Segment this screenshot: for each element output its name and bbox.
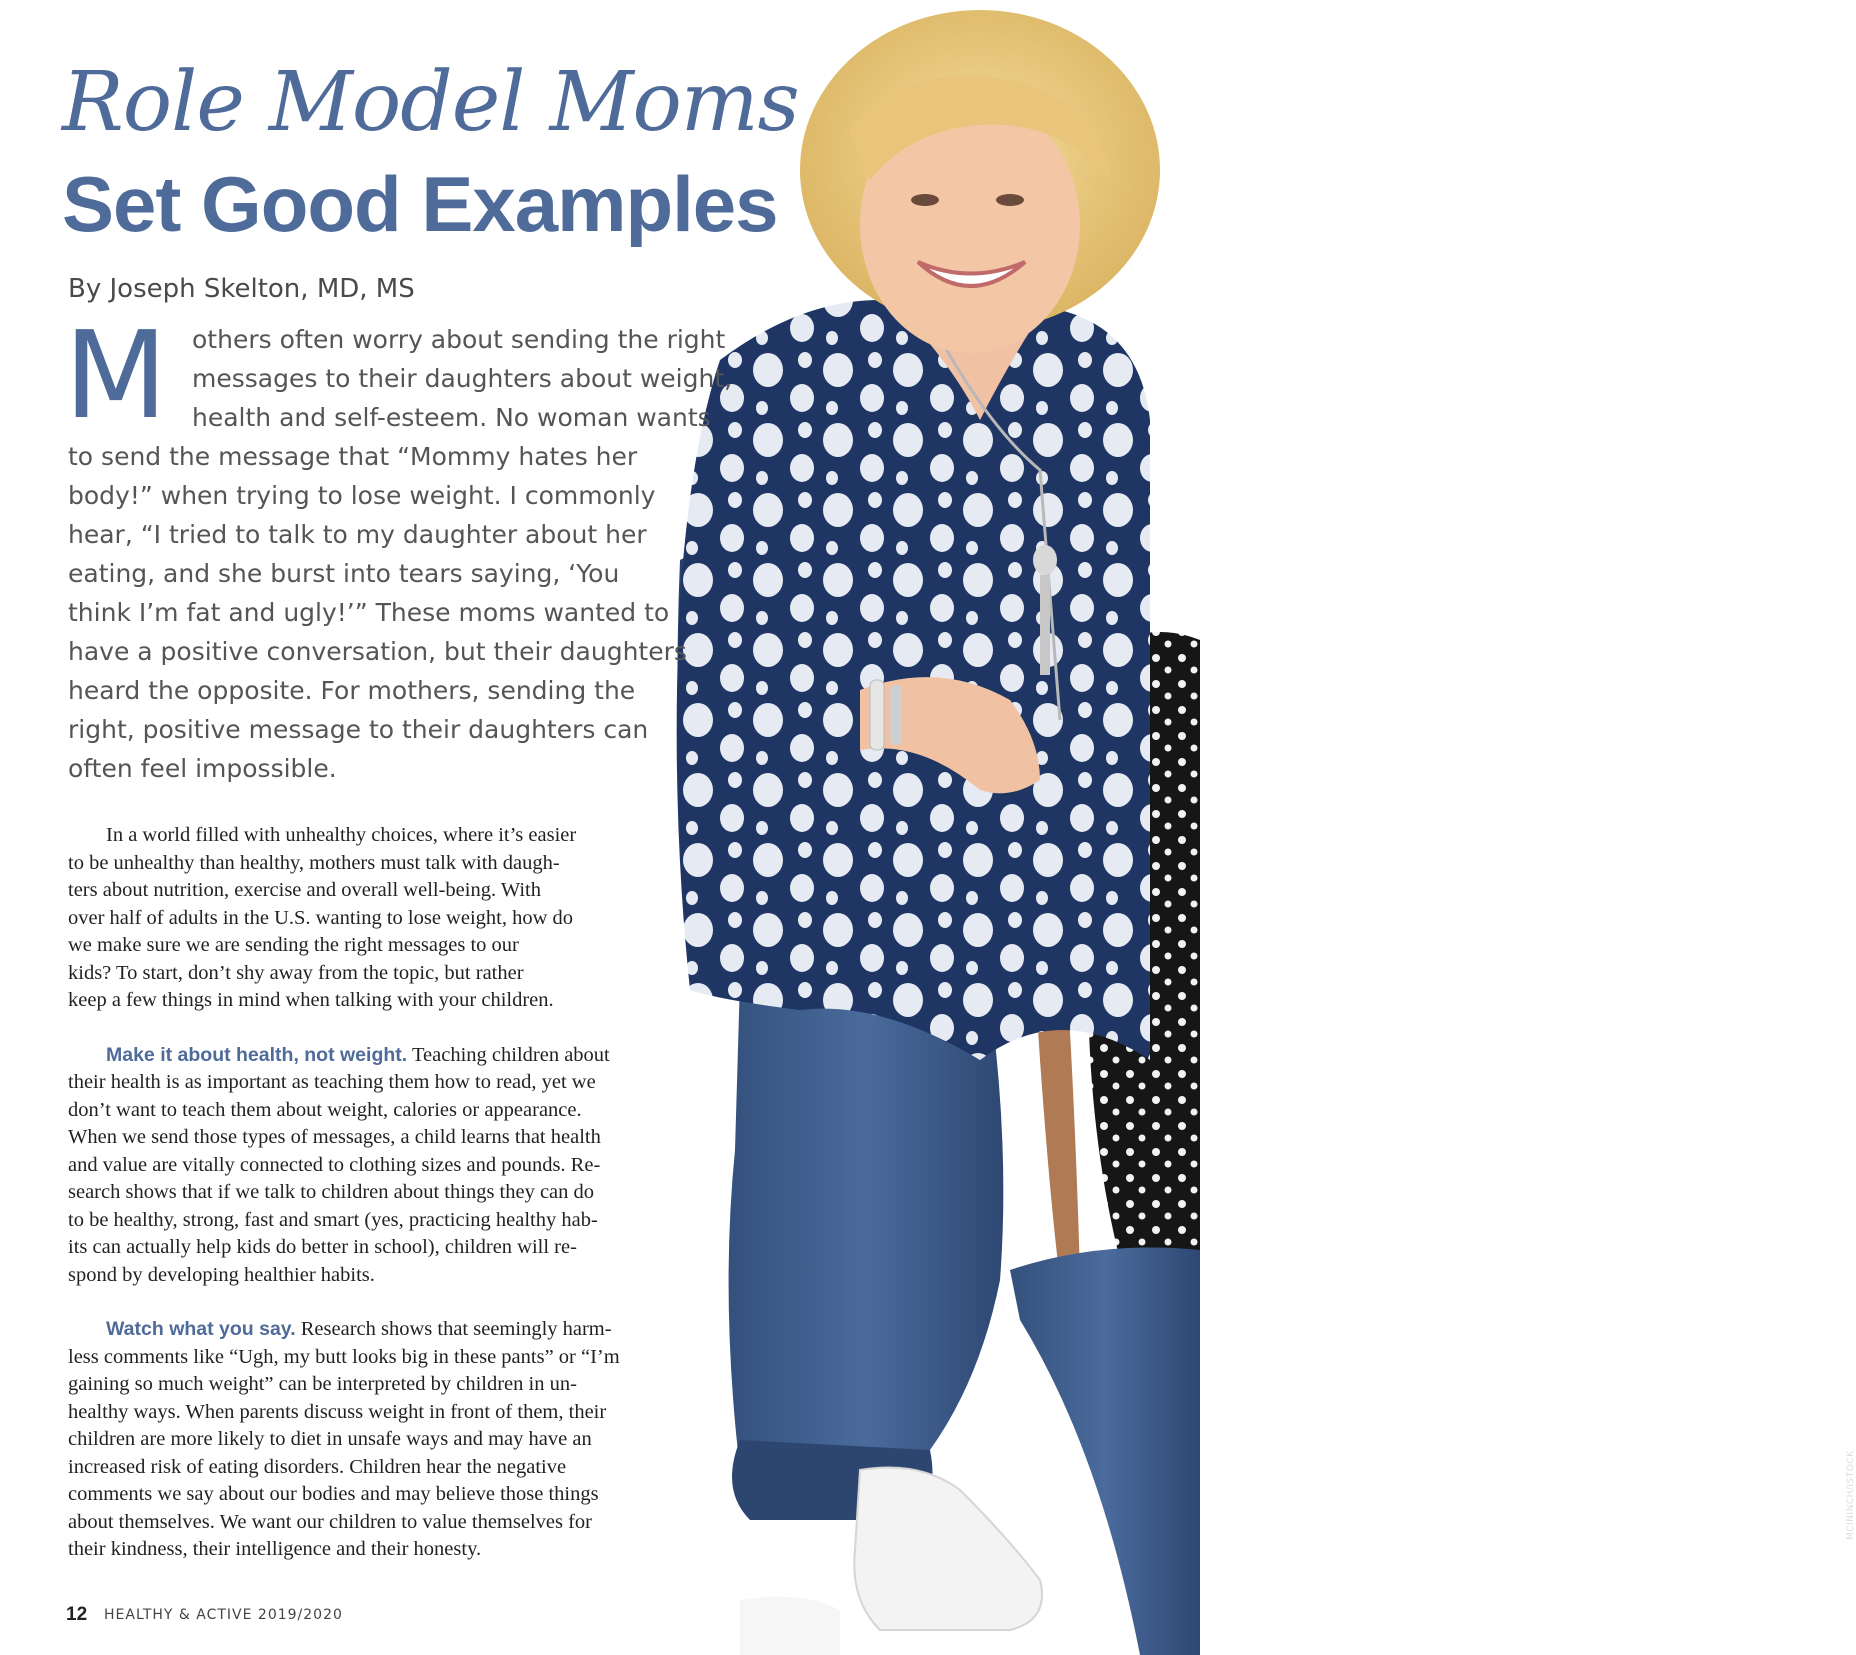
byline: By Joseph Skelton, MD, MS bbox=[68, 274, 415, 304]
subhead-watch-what-you-say: Watch what you say. bbox=[106, 1318, 296, 1340]
lead-line: think I’m fat and ugly!’” These moms wanted to bbox=[68, 598, 670, 627]
body-line: their kindness, their intelligence and their honesty. bbox=[68, 1538, 482, 1560]
body-line: keep a few things in mind when talking with your children. bbox=[68, 989, 554, 1011]
body-line: search shows that if we talk to children about things they can do bbox=[68, 1181, 595, 1203]
drop-cap: M bbox=[64, 307, 168, 446]
paragraph-watch-what-you-say bbox=[68, 1316, 748, 1564]
body-line: we make sure we are sending the right messages to our bbox=[68, 934, 519, 956]
body-line: When we send those types of messages, a child learns that health bbox=[68, 1126, 601, 1148]
page-number: 12 bbox=[66, 1604, 88, 1625]
body-line bbox=[68, 1042, 748, 1070]
body-line-text: Research shows that seemingly harm- bbox=[295, 1318, 612, 1340]
body-line: don’t want to teach them about weight, calories or appearance. bbox=[68, 1098, 582, 1121]
body-line: about themselves. We want our children to value themselves for bbox=[68, 1510, 592, 1533]
body-line: their health is as important as teaching them how to read, yet we bbox=[68, 1071, 596, 1093]
lead-line: health and self-esteem. No woman wants bbox=[192, 403, 711, 432]
paragraph-health-not-weight bbox=[68, 1042, 748, 1290]
paragraph-unhealthy-choices bbox=[68, 822, 748, 1015]
lead-line: to send the message that “Mommy hates her bbox=[68, 442, 638, 471]
body-line: to be unhealthy than healthy, mothers must talk with daugh- bbox=[68, 851, 560, 874]
body-line: ters about nutrition, exercise and overall well-being. With bbox=[68, 879, 542, 901]
body-line bbox=[68, 1316, 748, 1344]
body-line: its can actually help kids do better in school), children will re- bbox=[68, 1236, 577, 1258]
lead-line: others often worry about sending the right bbox=[192, 325, 726, 354]
body-line: healthy ways. When parents discuss weight in front of them, their bbox=[68, 1400, 607, 1423]
lead-line: messages to their daughters about weight, bbox=[192, 364, 733, 393]
body-line: less comments like “Ugh, my butt looks big in these pants” or “I’m bbox=[68, 1345, 620, 1368]
mother-photo-illustration bbox=[680, 0, 1200, 1655]
body-line: over half of adults in the U.S. wanting to lose weight, how do bbox=[68, 906, 574, 929]
body-copy bbox=[68, 822, 748, 1591]
script-headline: Role Model Moms bbox=[62, 55, 799, 150]
body-line: In a world filled with unhealthy choices, where it’s easier bbox=[106, 824, 577, 846]
lead-line: hear, “I tried to talk to my daughter about her bbox=[68, 520, 647, 549]
body-line: to be healthy, strong, fast and smart (yes, practicing healthy hab- bbox=[68, 1208, 598, 1231]
lead-line: body!” when trying to lose weight. I commonly bbox=[68, 481, 656, 510]
lead-line: eating, and she burst into tears saying, ‘You bbox=[68, 559, 620, 588]
body-line-text: Teaching children about bbox=[407, 1043, 610, 1066]
lead-line: have a positive conversation, but their daughters bbox=[68, 637, 687, 666]
mother-photo bbox=[680, 0, 1856, 1655]
magazine-name: HEALTHY & ACTIVE 2019/2020 bbox=[104, 1607, 343, 1623]
main-headline: Set Good Examples bbox=[62, 160, 778, 248]
body-line: and value are vitally connected to clothing sizes and pounds. Re- bbox=[68, 1153, 601, 1176]
subhead-health-not-weight: Make it about health, not weight. bbox=[106, 1043, 408, 1066]
body-line: comments we say about our bodies and may believe those things bbox=[68, 1483, 599, 1505]
body-line: gaining so much weight” can be interpreted by children in un- bbox=[68, 1373, 577, 1395]
lead-line: heard the opposite. For mothers, sending the bbox=[68, 676, 636, 705]
body-line: increased risk of eating disorders. Children hear the negative bbox=[68, 1455, 567, 1478]
lead-line: often feel impossible. bbox=[68, 754, 337, 783]
body-line: spond by developing healthier habits. bbox=[68, 1263, 375, 1286]
body-line: children are more likely to diet in unsafe ways and may have an bbox=[68, 1428, 592, 1450]
photo-credit: MCININCH/ISTOCK bbox=[1846, 1450, 1856, 1540]
body-line: kids? To start, don’t shy away from the topic, but rather bbox=[68, 961, 524, 984]
lead-paragraph bbox=[68, 320, 748, 788]
lead-line: right, positive message to their daughters can bbox=[68, 715, 649, 744]
